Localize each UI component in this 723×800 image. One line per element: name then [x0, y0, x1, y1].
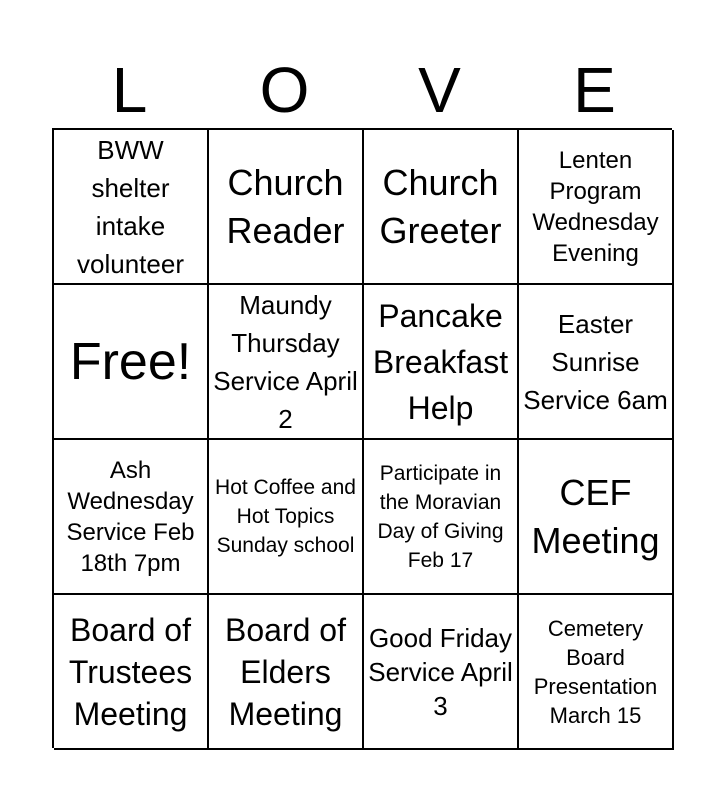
bingo-cell-r1c1[interactable] [54, 130, 209, 285]
bingo-cell-r2c2[interactable] [209, 285, 364, 440]
cell-label: CEF Meeting [531, 471, 660, 561]
bingo-cell-r3c4[interactable] [519, 440, 674, 595]
bingo-cell-r1c4[interactable] [519, 130, 674, 285]
bingo-cell-r4c1[interactable] [54, 595, 209, 750]
header-letter-o: O [259, 54, 310, 126]
cell-label: BWW shelter intake volunteer [77, 134, 184, 279]
cell-label: Maundy Thursday Service April 2 [213, 289, 358, 434]
cell-label: Pancake Breakfast Help [372, 297, 509, 426]
bingo-cell-r1c2[interactable] [209, 130, 364, 285]
cell-label: Ash Wednesday Service Feb 18th 7pm [66, 456, 195, 577]
cell-label: Cemetery Board Presentation March 15 [533, 615, 658, 728]
cell-label: Easter Sunrise Service 6am [523, 308, 668, 415]
bingo-cell-r3c2[interactable] [209, 440, 364, 595]
bingo-cell-r3c3[interactable] [364, 440, 519, 595]
cell-label: Board of Elders Meeting [225, 611, 346, 732]
bingo-cell-r1c3[interactable] [364, 130, 519, 285]
cell-label: Hot Coffee and Hot Topics Sunday school [215, 476, 356, 557]
cell-label: Free! [69, 332, 192, 391]
header-letter-v: V [418, 54, 461, 126]
cell-label: Lenten Program Wednesday Evening [532, 146, 659, 267]
cell-label: Church Greeter [379, 161, 502, 251]
bingo-cell-r2c3[interactable] [364, 285, 519, 440]
bingo-cell-r4c2[interactable] [209, 595, 364, 750]
bingo-cell-r4c4[interactable] [519, 595, 674, 750]
bingo-cell-r2c4[interactable] [519, 285, 674, 440]
bingo-header [52, 52, 672, 128]
bingo-cell-free[interactable] [54, 285, 209, 440]
bingo-cell-r3c1[interactable] [54, 440, 209, 595]
cell-label: Board of Trustees Meeting [68, 611, 193, 732]
cell-label: Participate in the Moravian Day of Giving Feb 17 [377, 461, 504, 572]
bingo-card [52, 128, 672, 748]
header-letter-e: E [573, 54, 616, 126]
cell-label: Good Friday Service April 3 [368, 622, 513, 721]
bingo-cell-r4c3[interactable] [364, 595, 519, 750]
cell-label: Church Reader [226, 161, 345, 251]
header-letter-l: L [111, 54, 148, 126]
